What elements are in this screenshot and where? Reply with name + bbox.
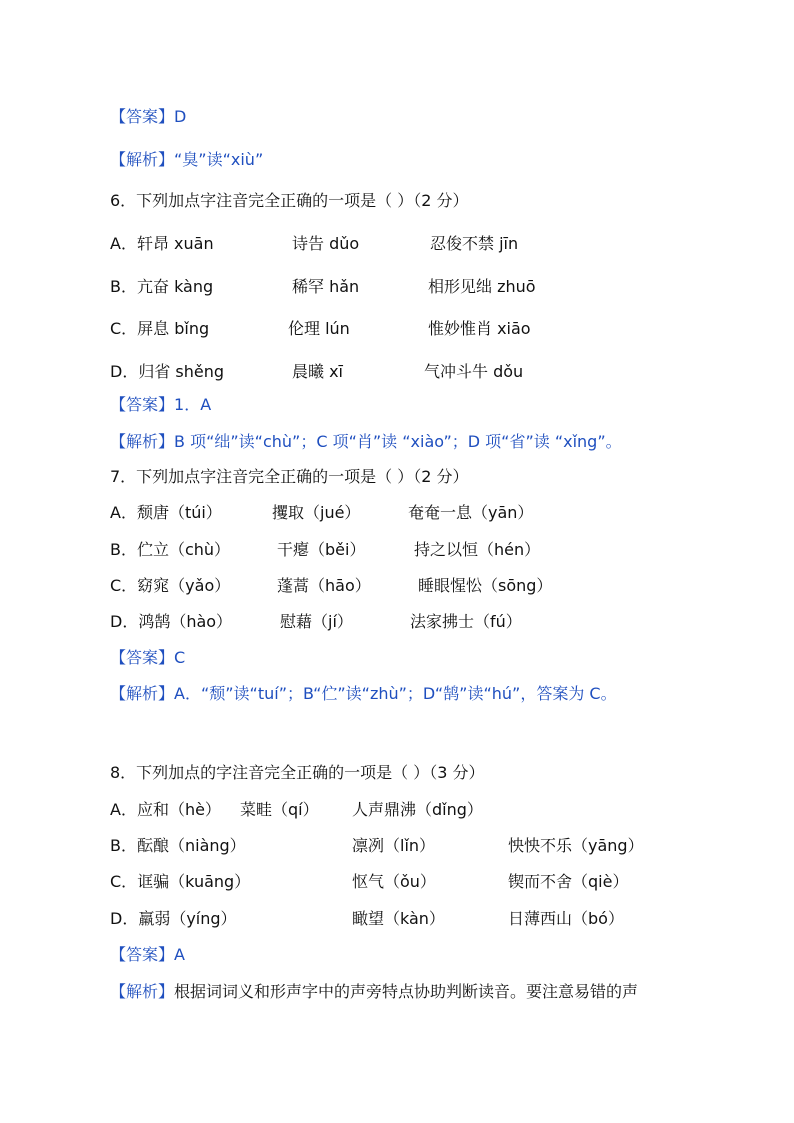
q7-b-2: 干瘪（běi） bbox=[277, 540, 366, 559]
q7-b-3: 持之以恒（hén） bbox=[414, 540, 541, 559]
q8-c-1: C．诓骗（kuāng） bbox=[110, 872, 251, 891]
q8-c-3: 锲而不舍（qiè） bbox=[508, 872, 629, 891]
q6-c-1: C．屏息 bǐng bbox=[110, 319, 210, 338]
q7-c-3: 睡眼惺忪（sōng） bbox=[418, 576, 553, 595]
q8-analysis bbox=[110, 981, 638, 1003]
q6-stem: 6．下列加点字注音完全正确的一项是（ ）（2 分） bbox=[110, 191, 469, 210]
analysis-tag: 【解析】 bbox=[110, 982, 175, 1001]
q8-b-2: 凛冽（lǐn） bbox=[352, 836, 436, 855]
q7-d-3: 法家拂士（fú） bbox=[410, 612, 522, 631]
q6-a-3: 忍俊不禁 jīn bbox=[430, 234, 519, 253]
analysis-text: “臭”读“xiù” bbox=[174, 150, 264, 169]
q8-d-1: D．羸弱（yíng） bbox=[110, 909, 237, 928]
q6-c-3: 惟妙惟肖 xiāo bbox=[428, 319, 531, 338]
q5-answer bbox=[110, 106, 186, 128]
q8-stem: 8．下列加点的字注音完全正确的一项是（ ）（3 分） bbox=[110, 763, 485, 782]
analysis-text: B 项“绌”读“chù”；C 项“肖”读 “xiào”；D 项“省”读 “xǐng”。 bbox=[174, 432, 622, 451]
q7-d-2: 慰藉（jí） bbox=[280, 612, 353, 631]
q6-answer bbox=[110, 394, 211, 416]
q6-b-1: B．亢奋 kàng bbox=[110, 277, 214, 296]
answer-tag: 【答案】 bbox=[110, 945, 175, 964]
q6-d-1: D．归省 shěng bbox=[110, 362, 225, 381]
q6-d-3: 气冲斗牛 dǒu bbox=[424, 362, 524, 381]
q8-d-2: 瞰望（kàn） bbox=[352, 909, 445, 928]
q6-b-2: 稀罕 hǎn bbox=[292, 277, 360, 296]
analysis-tag: 【解析】 bbox=[110, 684, 175, 703]
q7-answer bbox=[110, 647, 185, 669]
q6-a-2: 诗告 dǔo bbox=[292, 234, 360, 253]
q6-a-1: A．轩昂 xuān bbox=[110, 234, 214, 253]
answer-tag: 【答案】 bbox=[110, 107, 175, 126]
answer-value: A bbox=[174, 945, 185, 964]
analysis-text: A．“颓”读“tuí”；B“伫”读“zhù”；D“鹄”读“hú”，答案为 C。 bbox=[174, 684, 617, 703]
q6-d-2: 晨曦 xī bbox=[292, 362, 344, 381]
q6-c-2: 伦理 lún bbox=[288, 319, 350, 338]
answer-tag: 【答案】 bbox=[110, 648, 175, 667]
q8-answer bbox=[110, 944, 185, 966]
q8-c-2: 怄气（ǒu） bbox=[352, 872, 436, 891]
q8-b-3: 怏怏不乐（yāng） bbox=[508, 836, 644, 855]
q5-analysis bbox=[110, 149, 263, 171]
q7-d-1: D．鸿鹄（hào） bbox=[110, 612, 233, 631]
q7-stem: 7．下列加点字注音完全正确的一项是（ ）（2 分） bbox=[110, 467, 469, 486]
q7-b-1: B．伫立（chù） bbox=[110, 540, 231, 559]
q7-a-1: A．颓唐（túi） bbox=[110, 503, 222, 522]
q8-b-1: B．酝酿（niàng） bbox=[110, 836, 246, 855]
q8-a-3: 人声鼎沸（dǐng） bbox=[352, 800, 483, 819]
answer-value: C bbox=[174, 648, 186, 667]
q6-b-3: 相形见绌 zhuō bbox=[428, 277, 536, 296]
q7-a-3: 奄奄一息（yān） bbox=[408, 503, 534, 522]
q6-analysis bbox=[110, 431, 622, 453]
q8-a-2: 菜畦（qí） bbox=[240, 800, 319, 819]
analysis-text: 根据词词义和形声字中的声旁特点协助判断读音。要注意易错的声 bbox=[174, 982, 639, 1001]
analysis-tag: 【解析】 bbox=[110, 432, 175, 451]
q8-d-3: 日薄西山（bó） bbox=[508, 909, 624, 928]
q7-c-1: C．窈窕（yǎo） bbox=[110, 576, 231, 595]
q7-a-2: 攫取（jué） bbox=[272, 503, 361, 522]
q7-analysis bbox=[110, 683, 617, 705]
q7-c-2: 蓬蒿（hāo） bbox=[277, 576, 371, 595]
answer-tag: 【答案】 bbox=[110, 395, 175, 414]
answer-value: 1．A bbox=[174, 395, 212, 414]
analysis-tag: 【解析】 bbox=[110, 150, 175, 169]
q8-a-1: A．应和（hè） bbox=[110, 800, 221, 819]
answer-value: D bbox=[174, 107, 187, 126]
